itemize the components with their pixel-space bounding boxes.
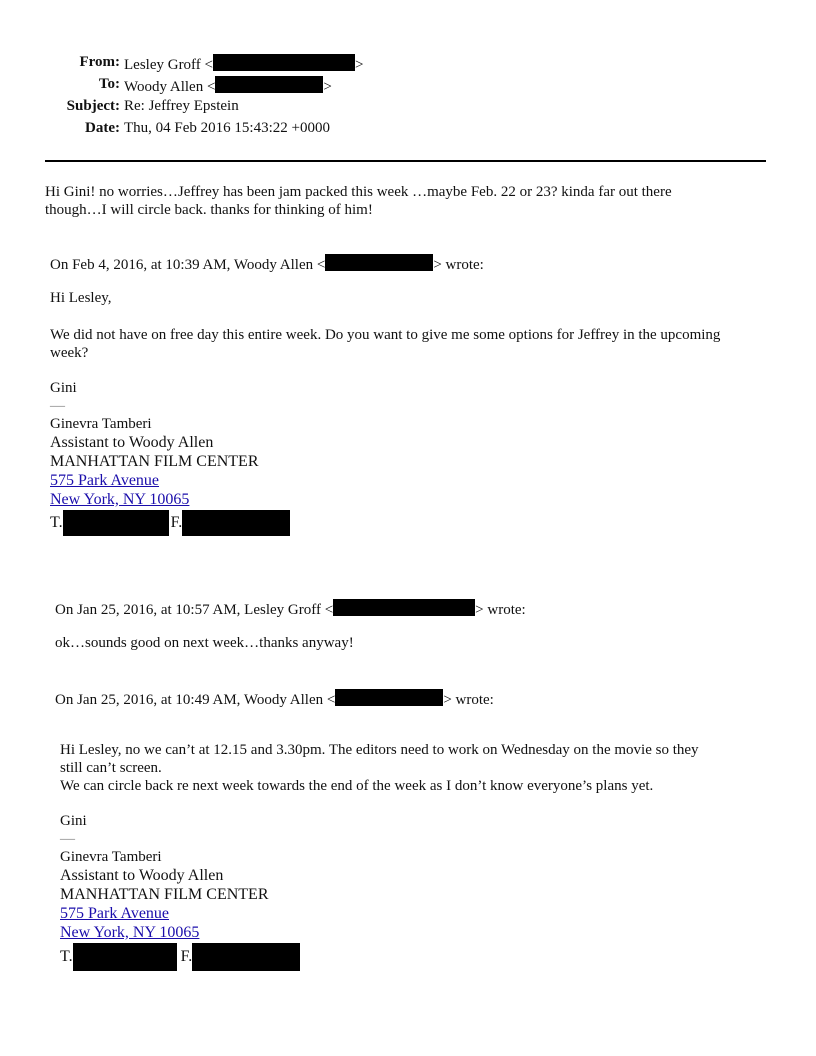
signature-company: MANHATTAN FILM CENTER	[60, 886, 269, 903]
address-link-city[interactable]: New York, NY 10065	[60, 924, 200, 941]
address-link-city[interactable]: New York, NY 10065	[50, 491, 190, 508]
to-label: To:	[98, 76, 120, 92]
signature-dash: —	[50, 398, 65, 414]
quote-attribution: On Jan 25, 2016, at 10:57 AM, Lesley Groff < > wrote:	[55, 599, 526, 619]
header-divider	[45, 160, 766, 162]
subject-label: Subject:	[66, 98, 120, 114]
quote-attribution: On Feb 4, 2016, at 10:39 AM, Woody Allen < > wrote:	[50, 254, 484, 274]
quote-greeting: Hi Lesley,	[50, 290, 112, 306]
redaction-block	[73, 943, 177, 971]
redaction-block	[213, 54, 355, 71]
signature-name: Ginevra Tamberi	[50, 416, 152, 432]
redaction-block	[335, 689, 443, 706]
from-value: Lesley Groff < >	[124, 54, 363, 74]
redaction-block	[182, 510, 290, 536]
quote-attribution: On Jan 25, 2016, at 10:49 AM, Woody Allen < > wrote:	[55, 689, 494, 709]
from-label: From:	[79, 54, 120, 70]
date-value: Thu, 04 Feb 2016 15:43:22 +0000	[124, 120, 330, 136]
signature-company: MANHATTAN FILM CENTER	[50, 453, 259, 470]
signature-name: Ginevra Tamberi	[60, 849, 162, 865]
to-value: Woody Allen < >	[124, 76, 332, 96]
reply-body: Hi Gini! no worries…Jeffrey has been jam packed this week …maybe Feb. 22 or 23? kinda far out there though…I will circle back. thanks for thinking of him!	[45, 184, 672, 218]
redaction-block	[63, 510, 169, 536]
signature-title: Assistant to Woody Allen	[60, 867, 224, 884]
signature-phone-fax: T. F.	[50, 510, 290, 536]
redaction-block	[192, 943, 300, 971]
quote-signoff: Gini	[50, 380, 77, 396]
signature-phone-fax: T. F.	[60, 943, 300, 971]
redaction-block	[215, 76, 323, 93]
quote-body: Hi Lesley, no we can’t at 12.15 and 3.30pm. The editors need to work on Wednesday on the movie so they still can’t screen. We can circle back re next week towards the end of the week as I don’t know everyone’s plans yet.	[60, 742, 699, 794]
redaction-block	[325, 254, 433, 271]
quote-body: ok…sounds good on next week…thanks anyway!	[55, 635, 354, 651]
address-link-street[interactable]: 575 Park Avenue	[50, 472, 160, 489]
redaction-block	[333, 599, 475, 616]
date-label: Date:	[85, 120, 120, 136]
subject-value: Re: Jeffrey Epstein	[124, 98, 239, 114]
quote-signoff: Gini	[60, 813, 87, 829]
address-link-street[interactable]: 575 Park Avenue	[60, 905, 170, 922]
signature-title: Assistant to Woody Allen	[50, 434, 214, 451]
signature-dash: —	[60, 831, 75, 847]
quote-body: We did not have on free day this entire week. Do you want to give me some options for Jeffrey in the upcoming week?	[50, 327, 721, 361]
